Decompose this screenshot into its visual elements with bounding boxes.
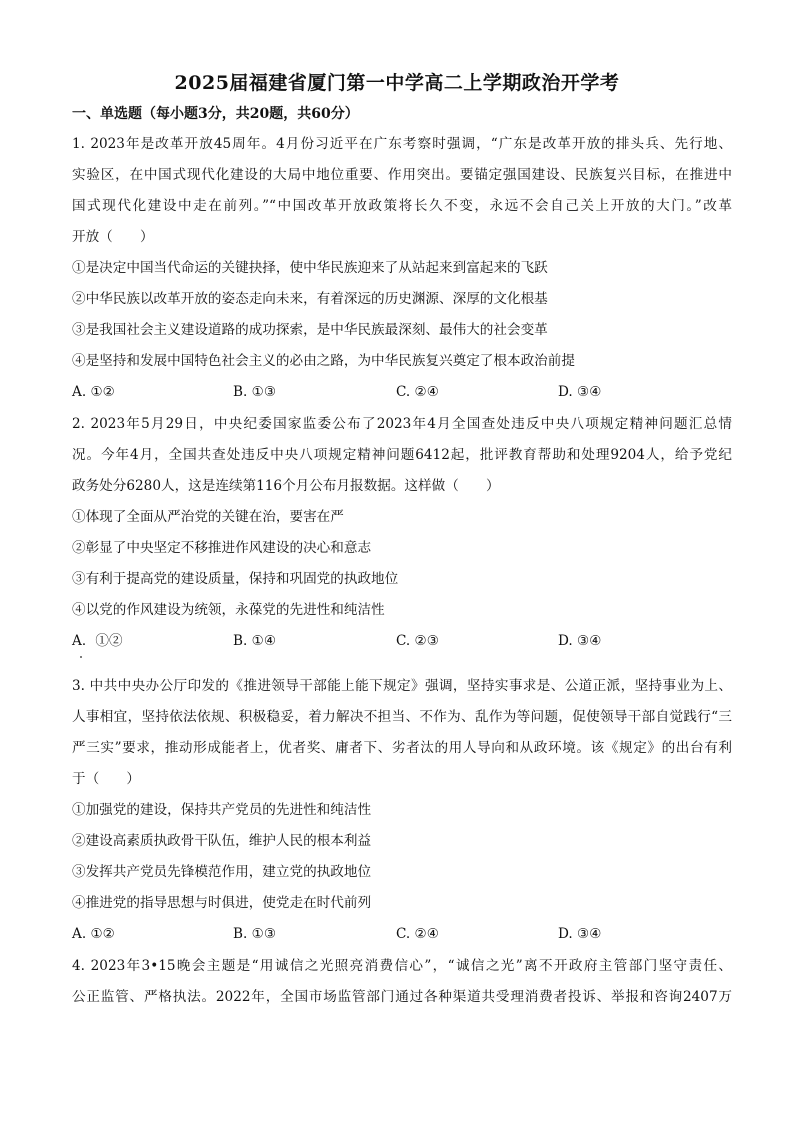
q2-statement: ③有利于提高党的建设质量，保持和巩固党的执政地位 [72,571,399,587]
q1-statement: ①是决定中国当代命运的关键抉择，使中华民族迎来了从站起来到富起来的飞跃 [72,260,548,276]
q1-stem-line: 实验区，在中国式现代化建设的大局中地位重要、作用突出。要锚定强国建设、民族复兴目标，在推进中 [72,167,732,183]
q1-stem-line: 1. 2023年是改革开放45周年。4月份习近平在广东考察时强调，“广东是改革开放的排头兵、先行地、 [72,136,732,152]
q3-stem-line: 人事相宜，坚持依法依规、积极稳妥，着力解决不担当、不作为、乱作为等问题，促使领导干部自觉践行“三 [72,709,732,725]
q3-option-d: D. ③④ [558,926,602,942]
stray-dot [80,656,82,658]
q3-stem-line: 3. 中共中央办公厅印发的《推进领导干部能上能下规定》强调，坚持实事求是、公道正派，坚持事业为上、 [72,678,732,694]
q2-option-d: D. ③④ [558,633,602,649]
q1-option-b: B. ①③ [233,384,277,400]
q3-stem-line: 于（ ） [72,771,140,787]
q3-option-a: A. ①② [72,926,115,942]
q1-statement: ③是我国社会主义建设道路的成功探索，是中华民族最深刻、最伟大的社会变革 [72,322,548,338]
q2-stem-line: 况。今年4月，全国共查处违反中央八项规定精神问题6412起，批评教育帮助和处理9204人，给予党纪 [72,447,732,463]
q3-option-b: B. ①③ [233,926,277,942]
q3-option-c: C. ②④ [396,926,439,942]
q4-stem-line: 公正监管、严格执法。2022年，全国市场监管部门通过各种渠道共受理消费者投诉、举报和咨询2407万 [72,989,732,1005]
q2-statement: ④以党的作风建设为统领，永葆党的先进性和纯洁性 [72,602,385,618]
q3-stem-line: 严三实”要求，推动形成能者上，优者奖、庸者下、劣者汰的用人导向和从政环境。该《规定》的出台有利 [72,740,732,756]
q1-stem-line: 国式现代化建设中走在前列。”“中国改革开放政策将长久不变，永远不会自己关上开放的大门。”改革 [72,198,732,214]
q1-option-d: D. ③④ [558,384,602,400]
q3-statement: ③发挥共产党员先锋模范作用，建立党的执政地位 [72,864,372,880]
q2-option-c: C. ②③ [396,633,439,649]
q2-statement: ①体现了全面从严治党的关键在治，要害在严 [72,509,344,525]
q2-option-a: A．①② [72,633,123,649]
q3-statement: ②建设高素质执政骨干队伍，维护人民的根本利益 [72,833,372,849]
q3-statement: ④推进党的指导思想与时俱进，使党走在时代前列 [72,895,372,911]
q4-stem-line: 4. 2023年3•15晚会主题是“用诚信之光照亮消费信心”，“诚信之光”离不开政府主管部门坚守责任、 [72,958,732,974]
section-heading: 一、单选题（每小题3分，共20题，共60分） [72,106,359,122]
q1-statement: ②中华民族以改革开放的姿态走向未来，有着深远的历史渊源、深厚的文化根基 [72,291,548,307]
q1-option-c: C. ②④ [396,384,439,400]
q3-statement: ①加强党的建设，保持共产党员的先进性和纯洁性 [72,802,372,818]
q2-stem-line: 政务处分6280人，这是连续第116个月公布月报数据。这样做（ ） [72,478,500,494]
q1-stem-line: 开放（ ） [72,229,154,245]
exam-title: 2025届福建省厦门第一中学高二上学期政治开学考 [174,72,620,94]
q2-statement: ②彰显了中央坚定不移推进作风建设的决心和意志 [72,540,372,556]
q2-option-b: B. ①④ [233,633,277,649]
q1-option-a: A. ①② [72,384,115,400]
q2-stem-line: 2. 2023年5月29日，中央纪委国家监委公布了2023年4月全国查处违反中央八项规定精神问题汇总情 [72,416,732,432]
q1-statement: ④是坚持和发展中国特色社会主义的必由之路，为中华民族复兴奠定了根本政治前提 [72,353,575,369]
